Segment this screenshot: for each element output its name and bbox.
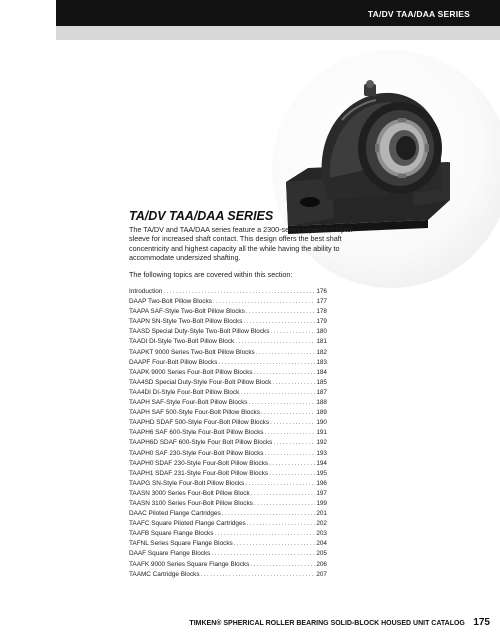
page-footer bbox=[189, 612, 490, 630]
toc-dot-leader bbox=[273, 438, 315, 448]
toc-entry-label: TAAPHD SDAF 500-Style Four-Bolt Pillow Blocks bbox=[129, 419, 270, 427]
toc-entry[interactable] bbox=[129, 449, 327, 459]
toc-entry-label: TAAFB Square Flange Blocks bbox=[129, 530, 214, 538]
toc-entry[interactable] bbox=[129, 549, 327, 559]
toc-entry-page: 206 bbox=[316, 560, 327, 568]
toc-dot-leader bbox=[269, 469, 315, 479]
toc-entry-label: TAAPH1 SDAF 231-Style Four-Bolt Pillow Blocks bbox=[129, 469, 269, 477]
toc-entry-label: TAAPH6D SDAF 600-Style Four Bolt Pillow Blocks bbox=[129, 439, 273, 447]
toc-entry-page: 201 bbox=[316, 510, 327, 518]
toc-entry-label: TAADI DI-Style Two-Bolt Pillow Block bbox=[129, 338, 235, 346]
toc-entry[interactable] bbox=[129, 287, 327, 297]
toc-entry[interactable] bbox=[129, 408, 327, 418]
toc-entry[interactable] bbox=[129, 317, 327, 327]
toc-entry[interactable] bbox=[129, 428, 327, 438]
toc-entry-page: 179 bbox=[316, 318, 327, 326]
toc-entry-page: 194 bbox=[316, 459, 327, 467]
toc-dot-leader bbox=[270, 327, 315, 337]
toc-entry-label: TAAFC Square Piloted Flange Cartridges bbox=[129, 520, 246, 528]
toc-dot-leader bbox=[251, 489, 316, 499]
topics-lead-text: The following topics are covered within this section: bbox=[129, 270, 293, 279]
toc-entry-page: 199 bbox=[316, 499, 327, 507]
toc-entry[interactable] bbox=[129, 297, 327, 307]
toc-entry[interactable] bbox=[129, 327, 327, 337]
toc-entry-label: TAAPH0 SAF 230-Style Four-Bolt Pillow Blocks bbox=[129, 449, 264, 457]
toc-entry-page: 204 bbox=[316, 540, 327, 548]
toc-entry-label: TAAPN SN-Style Two-Bolt Pillow Blocks bbox=[129, 318, 243, 326]
toc-entry[interactable] bbox=[129, 438, 327, 448]
toc-entry-label: Introduction bbox=[129, 288, 163, 295]
toc-dot-leader bbox=[218, 358, 315, 368]
toc-entry[interactable] bbox=[129, 509, 327, 519]
toc-dot-leader bbox=[272, 378, 315, 388]
toc-entry-page: 205 bbox=[316, 550, 327, 558]
footer-catalog-title: TIMKEN® SPHERICAL ROLLER BEARING SOLID-BLOCK HOUSED UNIT CATALOG bbox=[189, 620, 465, 627]
toc-dot-leader bbox=[234, 539, 316, 549]
toc-entry[interactable] bbox=[129, 560, 327, 570]
toc-dot-leader bbox=[254, 499, 315, 509]
toc-entry[interactable] bbox=[129, 388, 327, 398]
toc-entry-page: 197 bbox=[316, 489, 327, 497]
toc-entry-page: 189 bbox=[316, 409, 327, 417]
toc-entry[interactable] bbox=[129, 378, 327, 388]
toc-entry-page: 178 bbox=[316, 308, 327, 316]
toc-dot-leader bbox=[264, 449, 315, 459]
toc-entry[interactable] bbox=[129, 529, 327, 539]
toc-entry-page: 202 bbox=[316, 520, 327, 528]
toc-entry-label: TAAPKT 9000 Series Two-Bolt Pillow Blocks bbox=[129, 348, 255, 356]
toc-dot-leader bbox=[213, 297, 315, 307]
toc-entry-page: 185 bbox=[316, 378, 327, 386]
toc-entry[interactable] bbox=[129, 539, 327, 549]
toc-dot-leader bbox=[163, 287, 315, 297]
toc-entry-label: DAAP Two-Bolt Pillow Blocks bbox=[129, 298, 212, 306]
toc-entry[interactable] bbox=[129, 499, 327, 509]
toc-dot-leader bbox=[253, 368, 315, 378]
toc-entry[interactable] bbox=[129, 418, 327, 428]
toc-entry[interactable] bbox=[129, 489, 327, 499]
toc-entry-page: 187 bbox=[316, 388, 327, 396]
toc-entry[interactable] bbox=[129, 459, 327, 469]
section-heading: TA/DV TAA/DAA SERIES bbox=[129, 209, 274, 223]
page-number: 175 bbox=[473, 617, 490, 628]
toc-entry-page: 180 bbox=[316, 328, 327, 336]
toc-dot-leader bbox=[247, 519, 316, 529]
header-title: TA/DV TAA/DAA SERIES bbox=[367, 9, 470, 19]
header-bar bbox=[56, 0, 500, 26]
toc-entry-label: TAASD Special Duty-Style Two-Bolt Pillow Blocks bbox=[129, 328, 270, 336]
toc-entry-label: TAASN 3000 Series Four-Bolt Pillow Block bbox=[129, 489, 250, 497]
toc-dot-leader bbox=[235, 337, 315, 347]
toc-entry-page: 188 bbox=[316, 399, 327, 407]
toc-entry-label: TAAPH SAF-Style Four-Bolt Pillow Blocks bbox=[129, 399, 248, 407]
toc-entry-page: 176 bbox=[316, 288, 327, 295]
header-subbar bbox=[56, 26, 500, 40]
toc-dot-leader bbox=[249, 398, 316, 408]
toc-dot-leader bbox=[269, 459, 315, 469]
toc-entry-label: TAFNL Series Square Flange Blocks bbox=[129, 540, 233, 548]
toc-dot-leader bbox=[240, 388, 315, 398]
toc-entry-page: 207 bbox=[316, 570, 327, 578]
toc-dot-leader bbox=[222, 509, 316, 519]
toc-entry[interactable] bbox=[129, 479, 327, 489]
toc-entry-page: 184 bbox=[316, 368, 327, 376]
toc-entry-label: DAAPF Four-Bolt Pillow Blocks bbox=[129, 358, 218, 366]
toc-entry[interactable] bbox=[129, 469, 327, 479]
toc-entry[interactable] bbox=[129, 570, 327, 580]
toc-dot-leader bbox=[270, 418, 315, 428]
toc-entry[interactable] bbox=[129, 358, 327, 368]
toc-entry-label: TAAFK 9000 Series Square Flange Blocks bbox=[129, 560, 250, 568]
toc-entry-label: TAA4SD Special Duty-Style Four-Bolt Pillow Block bbox=[129, 378, 272, 386]
toc-dot-leader bbox=[250, 560, 315, 570]
toc-entry-page: 182 bbox=[316, 348, 327, 356]
toc-entry-label: TAAPK 9000 Series Four-Bolt Pillow Blocks bbox=[129, 368, 253, 376]
toc-entry-page: 193 bbox=[316, 449, 327, 457]
toc-entry-page: 177 bbox=[316, 298, 327, 306]
toc-entry-page: 181 bbox=[316, 338, 327, 346]
toc-dot-leader bbox=[264, 428, 315, 438]
toc-entry-label: TAAPH SAF 500-Style Four-Bolt Pillow Blocks bbox=[129, 409, 260, 417]
intro-paragraph: The TA/DV and TAA/DAA series feature a 2300-series tapered adapter sleeve for increased shaft contact. This design offers the best shaft concentricity and highest capacity all the while having the ability to accommodate undersized shafting. bbox=[129, 225, 354, 263]
toc-entry-label: DAAF Square Flange Blocks bbox=[129, 550, 211, 558]
toc-entry-label: TAAPH6 SAF 600-Style Four-Bolt Pillow Blocks bbox=[129, 429, 264, 437]
toc-entry-label: DAAC Piloted Flange Cartridges bbox=[129, 510, 221, 518]
toc-entry[interactable] bbox=[129, 368, 327, 378]
toc-entry[interactable] bbox=[129, 398, 327, 408]
toc-entry-page: 192 bbox=[316, 439, 327, 447]
toc-entry-label: TAA4DI DI-Style Four-Bolt Pillow Block bbox=[129, 388, 240, 396]
toc-entry-page: 196 bbox=[316, 479, 327, 487]
toc-entry-label: TAAMC Cartridge Blocks bbox=[129, 570, 200, 578]
toc-entry[interactable] bbox=[129, 519, 327, 529]
toc-dot-leader bbox=[261, 408, 315, 418]
toc-dot-leader bbox=[256, 348, 316, 358]
toc-entry-label: TAAPH0 SDAF 230-Style Four-Bolt Pillow Blocks bbox=[129, 459, 269, 467]
table-of-contents bbox=[129, 287, 327, 580]
toc-entry[interactable] bbox=[129, 307, 327, 317]
toc-dot-leader bbox=[211, 549, 315, 559]
toc-dot-leader bbox=[246, 307, 316, 317]
toc-dot-leader bbox=[245, 479, 315, 489]
toc-entry-page: 183 bbox=[316, 358, 327, 366]
toc-entry-page: 191 bbox=[316, 429, 327, 437]
toc-entry-label: TAAPG SN-Style Four-Bolt Pillow Blocks bbox=[129, 479, 245, 487]
toc-dot-leader bbox=[243, 317, 315, 327]
toc-entry[interactable] bbox=[129, 337, 327, 347]
toc-entry-page: 203 bbox=[316, 530, 327, 538]
toc-entry[interactable] bbox=[129, 348, 327, 358]
toc-entry-page: 195 bbox=[316, 469, 327, 477]
toc-dot-leader bbox=[214, 529, 315, 539]
toc-entry-page: 190 bbox=[316, 419, 327, 427]
toc-entry-label: TAAPA SAF-Style Two-Bolt Pillow Blocks bbox=[129, 308, 245, 316]
toc-entry-label: TAASN 3100 Series Four-Bolt Pillow Blocks bbox=[129, 499, 253, 507]
toc-dot-leader bbox=[201, 570, 316, 580]
